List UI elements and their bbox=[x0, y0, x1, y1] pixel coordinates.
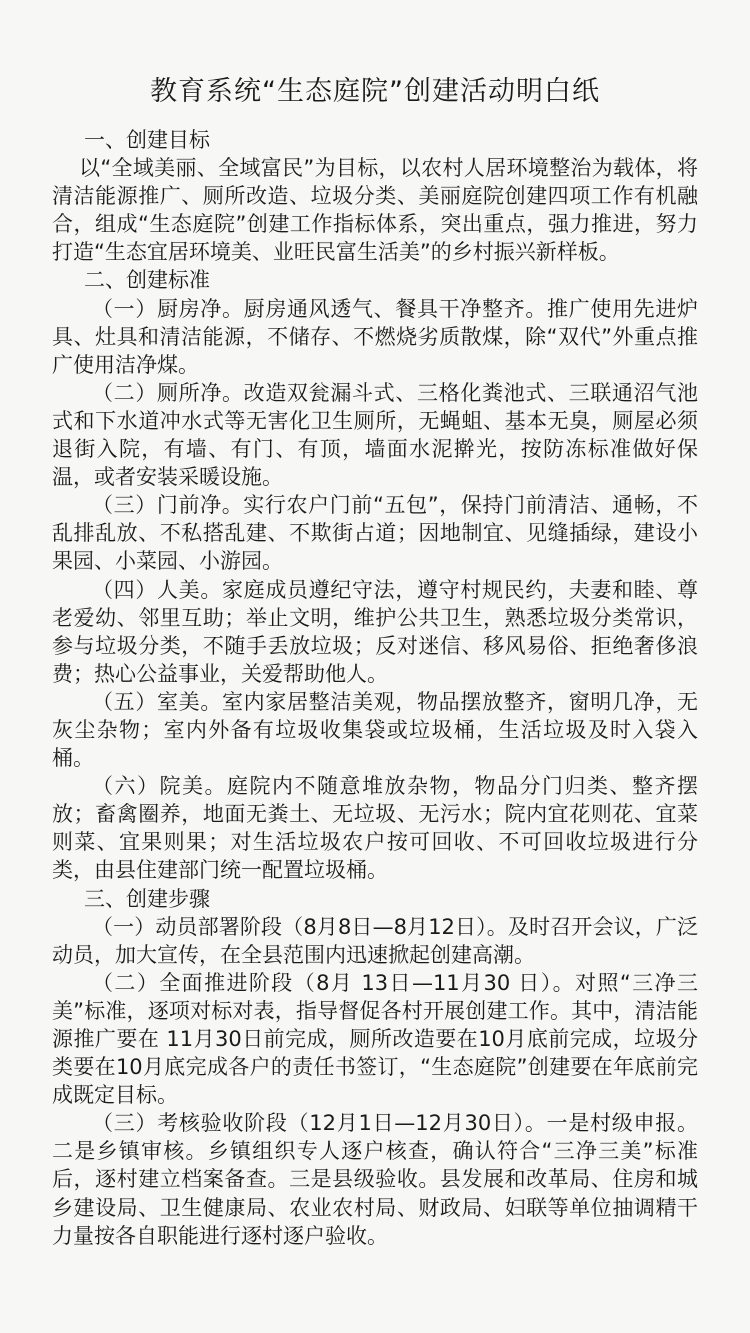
paragraph: （三）考核验收阶段（12月1日—12月30日）。一是村级申报。二是乡镇审核。乡镇组织专人逐户核查，确认符合“三净三美”标准后，逐村建立档案备查。三是县级验收。县发展和改革局、住房和城乡建设局、卫生健康局、农业农村局、财政局、妇联等单位抽调精干力量按各自职能进行逐村逐户验收。 bbox=[52, 1111, 698, 1248]
section-heading: 一、创建目标 bbox=[84, 128, 210, 152]
paragraph: （一）动员部署阶段（8月8日—8月12日）。及时召开会议，广泛动员，加大宣传，在全县范围内迅速掀起创建高潮。 bbox=[52, 914, 698, 967]
paragraph: （六）院美。庭院内不随意堆放杂物，物品分门归类、整齐摆放；畜禽圈养，地面无粪土、无垃圾、无污水；院内宜花则花、宜菜则菜、宜果则果；对生活垃圾农户按可回收、不可回收垃圾进行分类，由县住建部门统一配置垃圾桶。 bbox=[52, 774, 698, 883]
paragraph: （二）全面推进阶段（8月 13日—11月30 日）。对照“三净三美”标准，逐项对标对表，指导督促各村开展创建工作。其中，清洁能源推广要在 11月30日前完成，厕所改造要在10月底前完成，垃圾分类要在10月底完成各户的责任书签订，“生态庭院”创建要在年底前完成既定目标。 bbox=[52, 970, 698, 1108]
section-heading: 二、创建标准 bbox=[84, 268, 210, 293]
paragraph: （二）厕所净。改造双瓮漏斗式、三格化粪池式、三联通沼气池式和下水道冲水式等无害化卫生厕所，无蝇蛆、基本无臭，厕屋必须退街入院，有墙、有门、有顶，墙面水泥擀光，按防冻标准做好保温，或者安装采暖设施。 bbox=[52, 380, 698, 490]
section-heading: 三、创建步骤 bbox=[84, 886, 210, 911]
paragraph: （一）厨房净。厨房通风透气、餐具干净整齐。推广使用先进炉具、灶具和清洁能源，不储存、不燃烧劣质散煤，除“双代”外重点推广使用洁净煤。 bbox=[52, 296, 698, 377]
section-standards bbox=[52, 266, 698, 884]
paragraph: （三）门前净。实行农户门前“五包”，保持门前清洁、通畅，不乱排乱放、不私搭乱建、不欺街占道；因地制宜、见缝插绿，建设小果园、小菜园、小游园。 bbox=[52, 493, 698, 574]
section-steps bbox=[52, 885, 698, 1250]
paragraph: 以“全域美丽、全域富民”为目标，以农村人居环境整治为载体，将清洁能源推广、厕所改造、垃圾分类、美丽庭院创建四项工作有机融合，组成“生态庭院”创建工作指标体系，突出重点，强力推进，努力打造“生态宜居环境美、业旺民富生活美”的乡村振兴新样板。 bbox=[52, 156, 698, 265]
document-title: 教育系统“生态庭院”创建活动明白纸 bbox=[150, 76, 600, 107]
section-goal bbox=[52, 126, 698, 266]
paragraph: （四）人美。家庭成员遵纪守法，遵守村规民约，夫妻和睦、尊老爱幼、邻里互助；举止文明，维护公共卫生，熟悉垃圾分类常识，参与垃圾分类，不随手丢放垃圾；反对迷信、移风易俗、拒绝奢侈浪费；热心公益事业，关爱帮助他人。 bbox=[52, 577, 698, 686]
paragraph: （五）室美。室内家居整洁美观，物品摆放整齐，窗明几净，无灰尘杂物；室内外备有垃圾收集袋或垃圾桶，生活垃圾及时入袋入桶。 bbox=[52, 689, 698, 771]
